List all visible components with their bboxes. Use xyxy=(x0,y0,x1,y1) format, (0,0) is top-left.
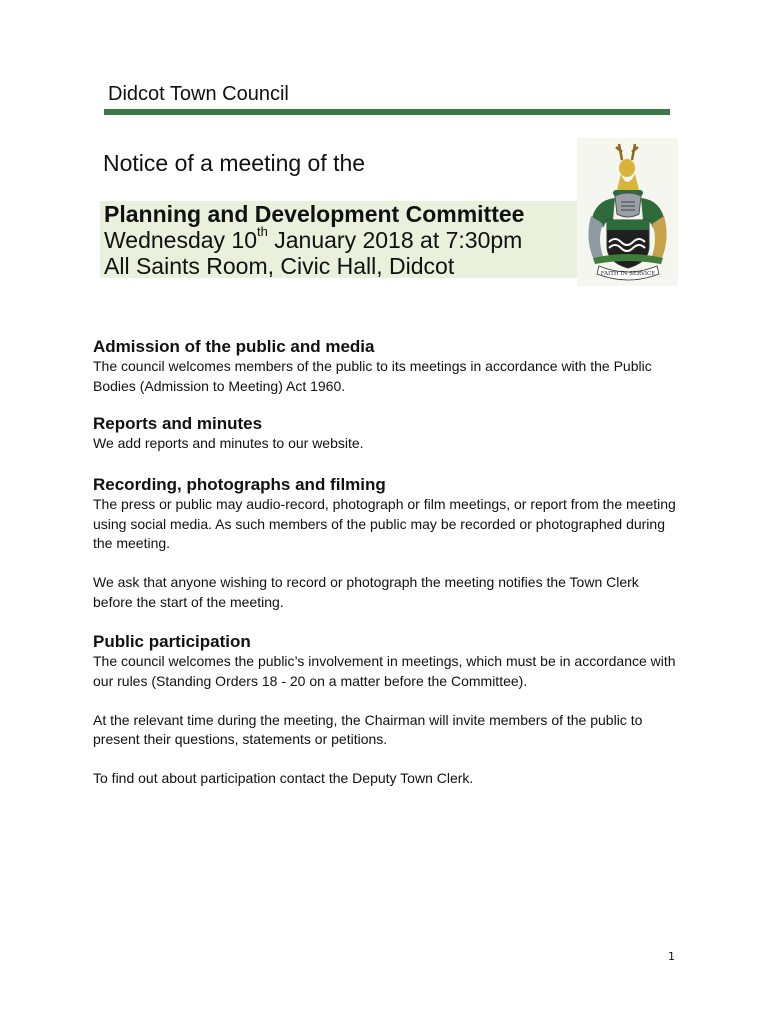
section-public-participation xyxy=(93,632,678,789)
section-paragraph: We add reports and minutes to our website. xyxy=(93,435,364,451)
section-paragraph: To find out about participation contact the Deputy Town Clerk. xyxy=(93,770,474,786)
day-suffix: th xyxy=(257,224,268,239)
section-recording xyxy=(93,475,678,612)
section-heading: Reports and minutes xyxy=(93,414,263,433)
crest-motto: FAITH IN SERVICE xyxy=(600,271,656,277)
section-admission xyxy=(93,337,678,396)
section-paragraph: The press or public may audio-record, photograph or film meetings, or report from the meeting using social media. As such members of the public may be recorded or photographed during the meeting. xyxy=(93,496,676,551)
section-heading: Recording, photographs and filming xyxy=(93,475,386,494)
section-paragraph: We ask that anyone wishing to record or photograph the meeting notifies the Town Clerk before the start of the meeting. xyxy=(93,574,639,610)
section-paragraph: The council welcomes members of the public to its meetings in accordance with the Public Bodies (Admission to Meeting) Act 1960. xyxy=(93,358,652,394)
org-name: Didcot Town Council xyxy=(108,83,289,105)
section-paragraph: At the relevant time during the meeting, the Chairman will invite members of the public to present their questions, statements or petitions. xyxy=(93,711,643,747)
coat-of-arms xyxy=(577,138,678,286)
committee-name: Planning and Development Committee xyxy=(104,201,525,227)
crest-icon xyxy=(577,138,678,286)
section-heading: Public participation xyxy=(93,632,251,651)
section-reports xyxy=(93,414,678,454)
page-number: 1 xyxy=(668,950,675,963)
notice-heading: Notice of a meeting of the xyxy=(103,150,366,176)
meeting-day: Wednesday 10 xyxy=(104,227,258,253)
meeting-datetime xyxy=(104,224,523,254)
header-rule xyxy=(104,109,670,115)
section-paragraph: The council welcomes the public’s involvement in meetings, which must be in accordance with our rules (Standing Orders 18 - 20 on a matter before the Committee). xyxy=(93,653,676,689)
meeting-venue: All Saints Room, Civic Hall, Didcot xyxy=(104,253,455,279)
section-heading: Admission of the public and media xyxy=(93,337,375,356)
meeting-month-time: January 2018 at 7:30pm xyxy=(267,227,523,253)
